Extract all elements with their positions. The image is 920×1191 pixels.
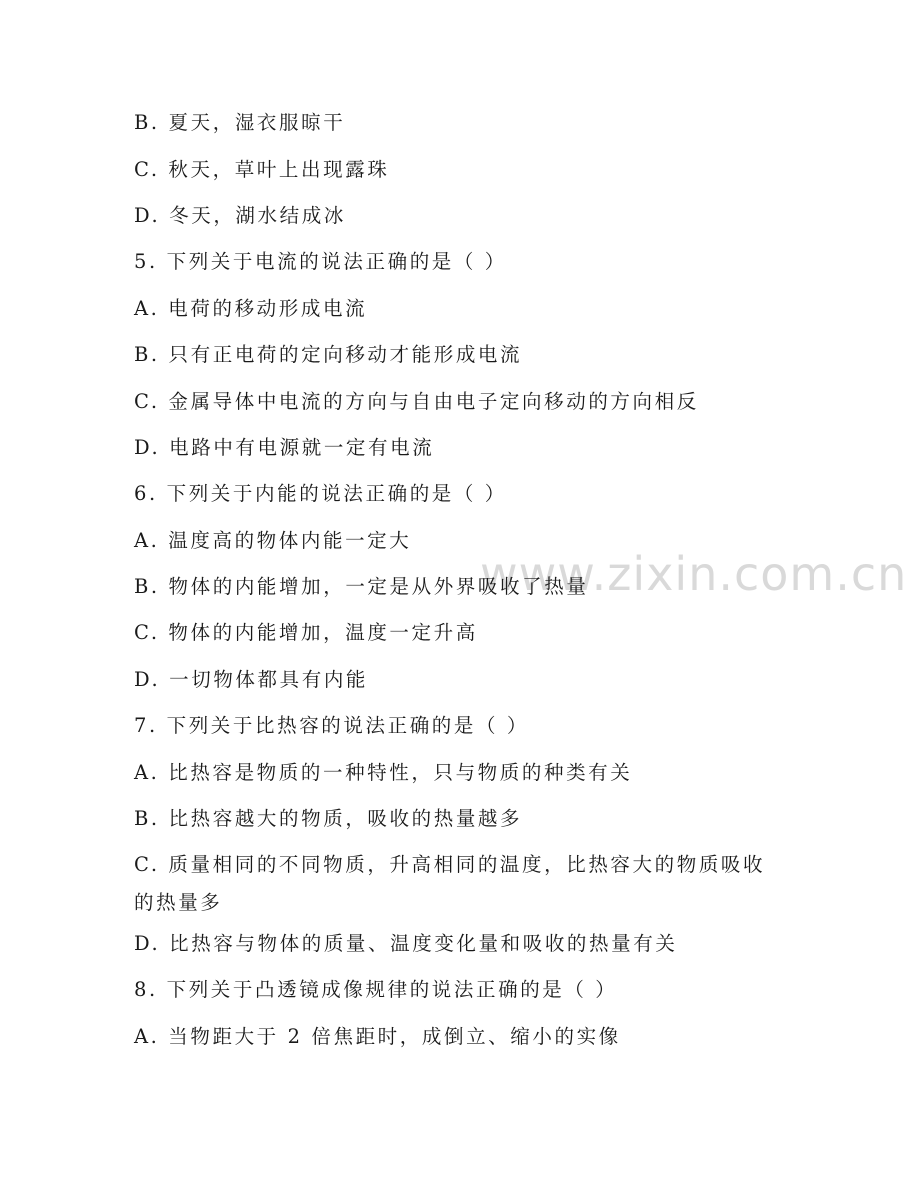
option-d-q6: D. 一切物体都具有内能 (134, 668, 369, 691)
question-8: 8. 下列关于凸透镜成像规律的说法正确的是（ ） (134, 978, 618, 1001)
option-b-q4: B. 夏天，湿衣服晾干 (134, 111, 346, 134)
option-b-q7: B. 比热容越大的物质，吸收的热量越多 (134, 807, 523, 830)
question-6: 6. 下列关于内能的说法正确的是（ ） (134, 482, 507, 505)
option-c-q7: C. 质量相同的不同物质，升高相同的温度，比热容大的物质吸收的热量多 (134, 853, 766, 914)
option-a-q7: A. 比热容是物质的一种特性，只与物质的种类有关 (134, 761, 633, 784)
option-a-q8: A. 当物距大于 2 倍焦距时，成倒立、缩小的实像 (134, 1025, 621, 1048)
option-b-q6: B. 物体的内能增加，一定是从外界吸收了热量 (134, 575, 589, 598)
option-d-q7: D. 比热容与物体的质量、温度变化量和吸收的热量有关 (134, 932, 678, 955)
question-5: 5. 下列关于电流的说法正确的是（ ） (134, 250, 507, 273)
option-c-q6: C. 物体的内能增加，温度一定升高 (134, 621, 478, 644)
option-a-q6: A. 温度高的物体内能一定大 (134, 529, 412, 552)
option-c-q4: C. 秋天，草叶上出现露珠 (134, 158, 390, 181)
option-a-q5: A. 电荷的移动形成电流 (134, 297, 368, 320)
option-d-q5: D. 电路中有电源就一定有电流 (134, 436, 435, 459)
question-7: 7. 下列关于比热容的说法正确的是（ ） (134, 714, 530, 737)
option-b-q5: B. 只有正电荷的定向移动才能形成电流 (134, 343, 523, 366)
watermark: www.zixin.com.cn (480, 547, 908, 601)
option-d-q4: D. 冬天，湖水结成冰 (134, 204, 346, 227)
option-c-q5: C. 金属导体中电流的方向与自由电子定向移动的方向相反 (134, 390, 699, 413)
